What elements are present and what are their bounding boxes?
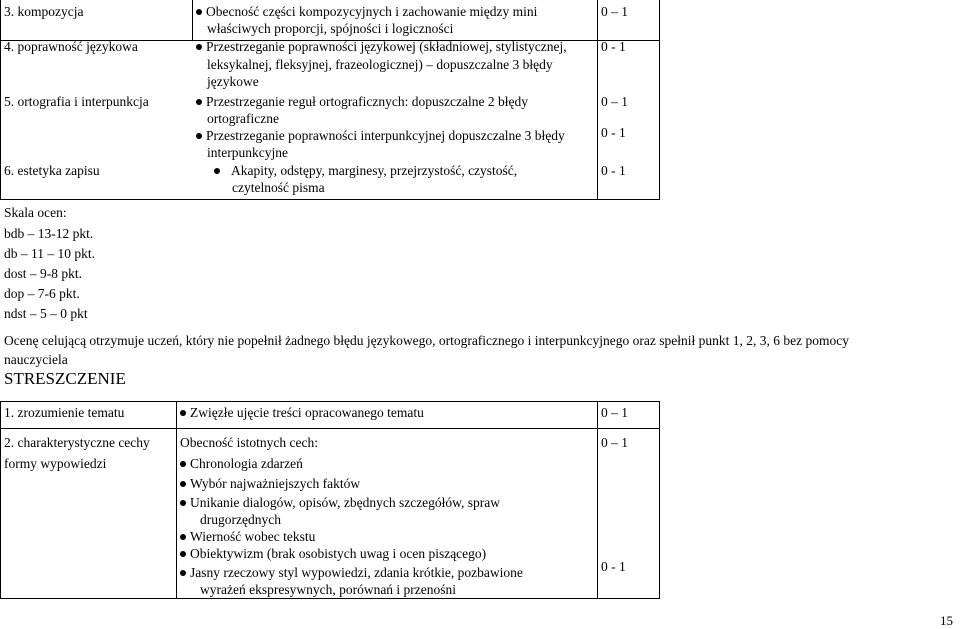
scale-bdb: bdb – 13-12 pkt. — [4, 226, 94, 241]
desc-understanding: Zwięzłe ujęcie treści opracowanego tematu — [180, 404, 424, 421]
feature-avoid-dialogue: Unikanie dialogów, opisów, zbędnych szczegółów, spraw — [180, 494, 500, 511]
feature-key-facts: Wybór najważniejszych faktów — [180, 475, 360, 492]
scale-db: db – 11 – 10 pkt. — [4, 246, 95, 261]
feature-clear-style: Jasny rzeczowy styl wypowiedzi, zdania krótkie, pozbawione — [180, 564, 523, 581]
criterion-composition: 3. kompozycja — [4, 4, 84, 19]
score-orthography: 0 – 1 — [601, 94, 628, 109]
desc-language-line3: językowe — [207, 74, 259, 89]
feature-chronology: Chronologia zdarzeń — [180, 455, 303, 472]
criterion-orthography: 5. ortografia i interpunkcja — [4, 94, 149, 109]
desc-language-correctness: Przestrzeganie poprawności językowej (składniowej, stylistycznej, — [196, 38, 567, 55]
feature-clear-style-line2: wyrażeń ekspresywnych, porównań i przenośni — [200, 582, 457, 597]
desc-composition: Obecność części kompozycyjnych i zachowanie między mini — [196, 3, 537, 20]
bullet-icon — [214, 168, 220, 174]
desc-orthography-line2: ortograficzne — [207, 111, 279, 126]
bullet-icon — [180, 551, 186, 557]
scale-dost: dost – 9-8 pkt. — [4, 266, 83, 281]
score-understanding: 0 – 1 — [601, 405, 628, 420]
bullet-icon — [180, 570, 186, 576]
scale-title: Skala ocen: — [4, 205, 67, 220]
bullet-icon — [180, 461, 186, 467]
bullet-icon — [180, 410, 186, 416]
score-aesthetics: 0 - 1 — [601, 163, 626, 178]
page-number: 15 — [940, 613, 953, 628]
bullet-icon — [196, 44, 202, 50]
desc-aesthetics: Akapity, odstępy, marginesy, przejrzystość, czystość, — [214, 162, 517, 179]
bullet-icon — [180, 534, 186, 540]
scale-ndst: ndst – 5 – 0 pkt — [4, 306, 88, 321]
score-language-correctness: 0 - 1 — [601, 39, 626, 54]
desc-punctuation-line2: interpunkcyjne — [207, 145, 288, 160]
features-intro: Obecność istotnych cech: — [180, 435, 318, 450]
score-punctuation: 0 - 1 — [601, 125, 626, 140]
desc-orthography: Przestrzeganie reguł ortograficznych: dopuszczalne 2 błędy — [196, 93, 528, 110]
bullet-icon — [180, 500, 186, 506]
desc-aesthetics-line2: czytelność pisma — [232, 180, 325, 195]
note-text-line2: nauczyciela — [4, 352, 68, 367]
bullet-icon — [180, 481, 186, 487]
score-features-top: 0 – 1 — [601, 435, 628, 450]
criterion-features: 2. charakterystyczne cechy — [4, 435, 150, 450]
criterion-aesthetics: 6. estetyka zapisu — [4, 163, 100, 178]
note-text-line1: Ocenę celującą otrzymuje uczeń, który nie popełnił żadnego błędu językowego, ortograficznego i interpunkcyjnego oraz spełnił punkt 1, 2, 3, 6 bez pomocy — [4, 333, 849, 348]
desc-punctuation: Przestrzeganie poprawności interpunkcyjnej dopuszczalne 3 błędy — [196, 127, 565, 144]
bullet-icon — [196, 99, 202, 105]
desc-composition-line2: właściwych proporcji, spójności i logiczności — [207, 21, 454, 36]
desc-language-line2: leksykalnej, fleksyjnej, frazeologicznej) – dopuszczalne 3 błędy — [207, 57, 553, 72]
section-title: STRESZCZENIE — [4, 369, 126, 388]
feature-faithfulness: Wierność wobec tekstu — [180, 528, 315, 545]
score-composition: 0 – 1 — [601, 4, 628, 19]
bullet-icon — [196, 9, 202, 15]
criterion-understanding: 1. zrozumienie tematu — [4, 405, 125, 420]
bullet-icon — [196, 133, 202, 139]
score-features-bottom: 0 - 1 — [601, 559, 626, 574]
feature-objectivity: Obiektywizm (brak osobistych uwag i ocen piszącego) — [180, 545, 486, 562]
criterion-language-correctness: 4. poprawność językowa — [4, 39, 138, 54]
criterion-features-line2: formy wypowiedzi — [4, 456, 107, 471]
scale-dop: dop – 7-6 pkt. — [4, 286, 80, 301]
feature-avoid-dialogue-line2: drugorzędnych — [200, 512, 281, 527]
